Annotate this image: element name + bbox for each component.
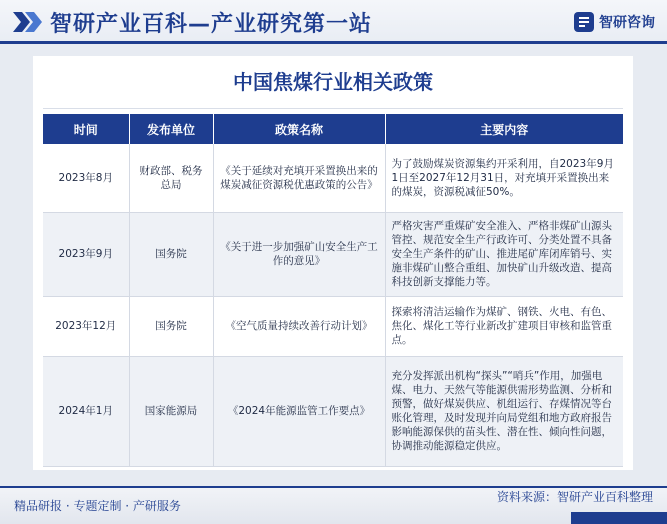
cell-content: 充分发挥派出机构“探头”“哨兵”作用，加强电煤、电力、天然气等能源供需形势监测、分析和预警，做好煤炭供应、机组运行、存煤情况等台账化管理，及时发现并向局党组和地方政府报告影响能源保供的苗头性、潜在性、倾向性问题，协调推动能源稳定供应。 bbox=[385, 356, 623, 466]
header-time: 时间 bbox=[43, 114, 129, 144]
cell-issuer: 国务院 bbox=[129, 212, 213, 296]
table-row bbox=[43, 144, 623, 212]
cell-issuer: 国务院 bbox=[129, 296, 213, 356]
cell-policy: 《2024年能源监管工作要点》 bbox=[213, 356, 385, 466]
cell-time: 2024年1月 bbox=[43, 356, 129, 466]
brand-name: 智研咨询 bbox=[599, 15, 655, 31]
site-title: 智研产业百科—产业研究第一站 bbox=[50, 12, 373, 37]
cell-content: 探索将清洁运输作为煤矿、钢铁、火电、有色、焦化、煤化工等行业新改扩建项目审核和监管重点。 bbox=[385, 296, 623, 356]
cell-time: 2023年9月 bbox=[43, 212, 129, 296]
cell-time: 2023年8月 bbox=[43, 144, 129, 212]
header-content: 主要内容 bbox=[385, 114, 623, 144]
title-divider bbox=[43, 108, 623, 109]
footer-bar bbox=[0, 486, 667, 524]
cell-policy: 《关于进一步加强矿山安全生产工作的意见》 bbox=[213, 212, 385, 296]
table-row bbox=[43, 356, 623, 466]
header-policy: 政策名称 bbox=[213, 114, 385, 144]
policy-card bbox=[33, 56, 633, 470]
header-bar bbox=[0, 0, 667, 44]
card-title: 中国焦煤行业相关政策 bbox=[233, 70, 433, 94]
policy-table bbox=[43, 114, 623, 467]
cell-policy: 《关于延续对充填开采置换出来的煤炭减征资源税优惠政策的公告》 bbox=[213, 144, 385, 212]
header-issuer: 发布单位 bbox=[129, 114, 213, 144]
footer-stripe bbox=[571, 512, 667, 524]
footer-source: 资料来源：智研产业百科整理 bbox=[496, 490, 653, 504]
brand[interactable] bbox=[573, 10, 655, 34]
cell-content: 严格灾害严重煤矿安全准入、严格非煤矿山源头管控、规范安全生产行政许可、分类处置不具备安全生产条件的矿山、推进尾矿库闭库销号、实施非煤矿山整合重组、加快矿山升级改造、提高科技创新支撑能力等。 bbox=[385, 212, 623, 296]
cell-content: 为了鼓励煤炭资源集约开采利用，自2023年9月1日至2027年12月31日，对充填开采置换出来的煤炭，资源税减征50%。 bbox=[385, 144, 623, 212]
footer-services: 精品研报 · 专题定制 · 产研服务 bbox=[14, 499, 181, 513]
cell-issuer: 财政部、税务总局 bbox=[129, 144, 213, 212]
table-header-row bbox=[43, 114, 623, 144]
table-row bbox=[43, 212, 623, 296]
cell-issuer: 国家能源局 bbox=[129, 356, 213, 466]
cell-time: 2023年12月 bbox=[43, 296, 129, 356]
double-chevron-icon bbox=[13, 12, 43, 32]
cell-policy: 《空气质量持续改善行动计划》 bbox=[213, 296, 385, 356]
brand-logo-icon bbox=[573, 11, 595, 33]
table-row bbox=[43, 296, 623, 356]
